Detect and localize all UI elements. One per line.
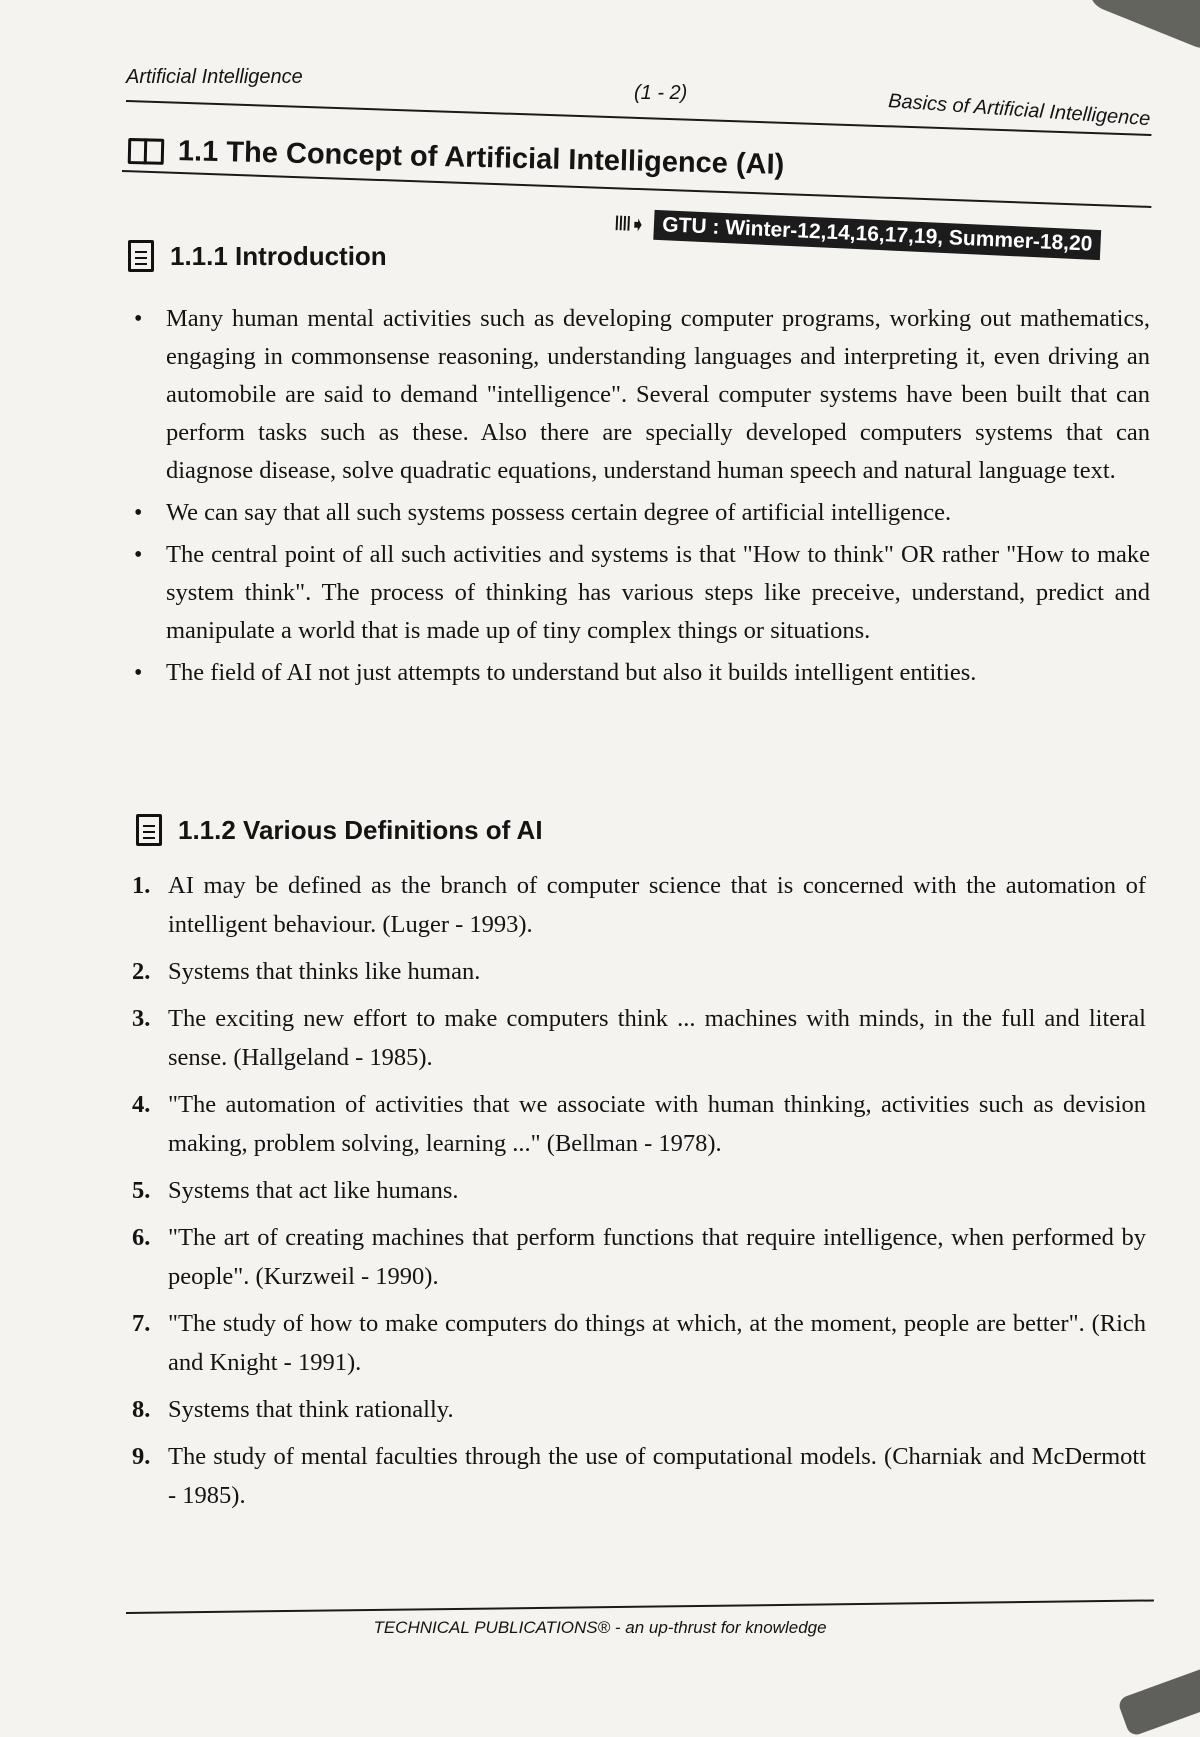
list-item: 4. "The automation of activities that we associate with human thinking, activities such as devision making, problem solving, learning ..." (Bellman - 1978). — [132, 1091, 1146, 1157]
exam-reference — [613, 208, 1101, 260]
header-chapter-title: Basics of Artificial Intelligence — [887, 90, 1152, 131]
list-item: • We can say that all such systems possess certain degree of artificial intelligence. — [130, 494, 1150, 532]
bullet-icon: • — [134, 500, 143, 526]
list-item: • The central point of all such activities and systems is that "How to think" OR rather "How to make system think". The process of thinking has various steps like preceive, understand, predict and manipulate a world that is made up of tiny complex things or situations. — [130, 536, 1150, 650]
bullet-icon: • — [134, 660, 143, 686]
header-book-title: Artificial Intelligence — [126, 66, 303, 88]
section-title: 1.1 The Concept of Artificial Intelligence (AI) — [177, 135, 785, 181]
subsection-heading-definitions — [136, 814, 543, 846]
gtu-badge: GTU : Winter-12,14,16,17,19, Summer-18,20 — [654, 210, 1101, 260]
publisher-footer: TECHNICAL PUBLICATIONS® - an up-thrust for knowledge — [373, 1618, 827, 1637]
list-item: 8. Systems that think rationally. — [132, 1396, 454, 1423]
footer-rule — [126, 1599, 1154, 1614]
subsection-title: 1.1.1 Introduction — [170, 240, 387, 271]
bullet-icon: • — [134, 542, 143, 568]
list-item: • Many human mental activities such as developing computer programs, working out mathematics, engaging in commonsense reasoning, understanding languages and interpreting it, even driving an automobile are said to demand "intelligence". Several computer systems have been built that can perform tasks such as these. Also there are specially developed computers systems that can diagnose disease, solve quadratic equations, understand human speech and natural language text. — [130, 300, 1150, 490]
subsection-title: 1.1.2 Various Definitions of AI — [178, 814, 543, 845]
page-corner-shadow — [1084, 0, 1200, 54]
list-item: 3. The exciting new effort to make computers think ... machines with minds, in the full and literal sense. (Hallgeland - 1985). — [132, 1005, 1146, 1071]
list-item: 6. "The art of creating machines that perform functions that require intelligence, when performed by people". (Kurzweil - 1990). — [132, 1224, 1146, 1290]
list-item: • The field of AI not just attempts to understand but also it builds intelligent entities. — [130, 654, 1150, 692]
header-page-number: (1 - 2) — [634, 82, 688, 104]
arrow-icon: IIII➧ — [613, 211, 645, 237]
list-item: 7. "The study of how to make computers do things at which, at the moment, people are better". (Rich and Knight - 1991). — [132, 1310, 1146, 1376]
list-item: 9. The study of mental faculties through the use of computational models. (Charniak and McDermott - 1985). — [132, 1443, 1146, 1509]
introduction-bullets — [130, 300, 1150, 696]
list-item: 1. AI may be defined as the branch of computer science that is concerned with the automation of intelligent behaviour. (Luger - 1993). — [132, 872, 1146, 938]
list-item: 2. Systems that thinks like human. — [132, 958, 481, 985]
running-header — [126, 66, 1152, 131]
subsection-heading-introduction — [128, 240, 387, 272]
bullet-icon: • — [134, 306, 143, 332]
list-item: 5. Systems that act like humans. — [132, 1177, 459, 1204]
document-icon — [128, 240, 154, 272]
definitions-list — [132, 866, 1146, 1523]
document-icon — [136, 814, 162, 846]
book-icon — [128, 138, 165, 165]
